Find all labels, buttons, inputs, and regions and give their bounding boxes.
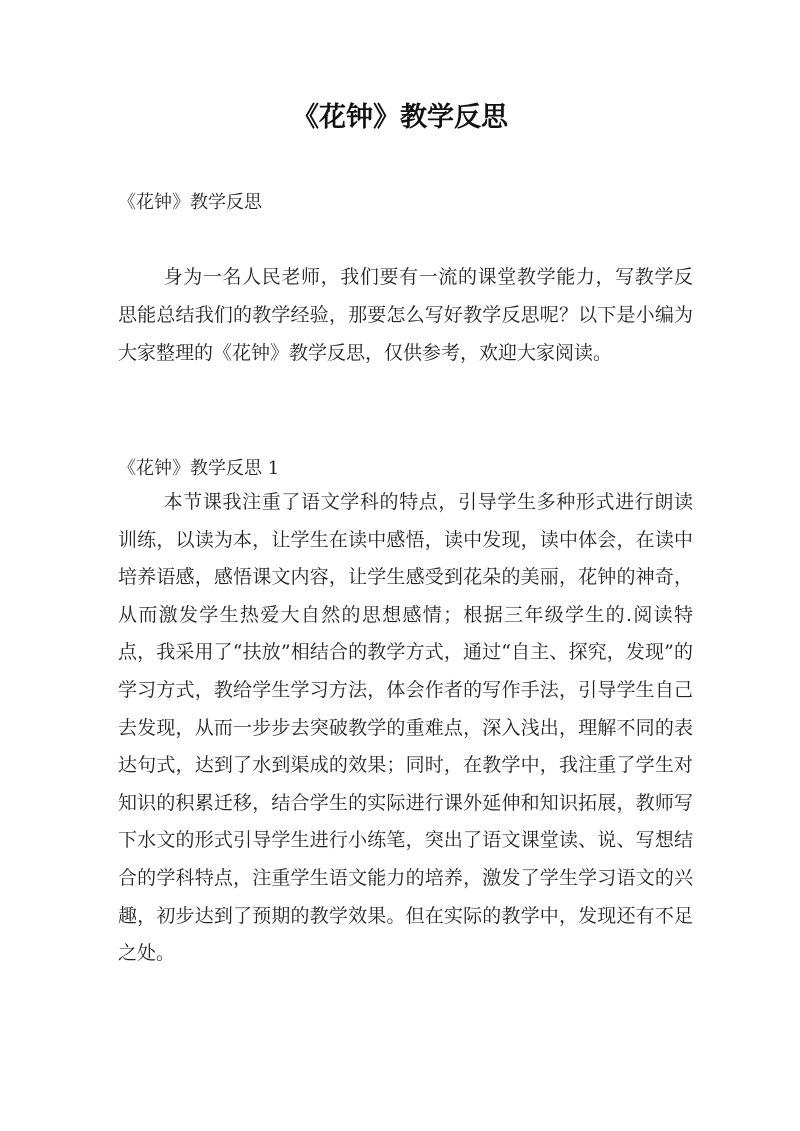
document-subtitle: 《花钟》教学反思 <box>118 192 262 213</box>
section-body-paragraph: 本节课我注重了语文学科的特点，引导学生多种形式进行朗读训练，以读为本，让学生在读中感悟，读中发现，读中体会，在读中培养语感，感悟课文内容，让学生感受到花朵的美丽，花钟的神奇，从而激发学生热爱大自然的思想感情；根据三年级学生的.阅读特点，我采用了“扶放”相结合的教学方式，通过“自主、探究，发现”的学习方式，教给学生学习方法，体会作者的写作手法，引导学生自己去发现，从而一步步去突破教学的重难点，深入浅出，理解不同的表达句式，达到了水到渠成的效果；同时，在教学中，我注重了学生对知识的积累迁移，结合学生的实际进行课外延伸和知识拓展，教师写下水文的形式引导学生进行小练笔，突出了语文课堂读、说、写想结合的学科特点，注重学生语文能力的培养，激发了学生学习语文的兴趣，初步达到了预期的教学效果。但在实际的教学中，发现还有不足之处。 <box>118 491 693 965</box>
intro-paragraph: 身为一名人民老师，我们要有一流的课堂教学能力，写教学反思能总结我们的教学经验，那要怎么写好教学反思呢？以下是小编为大家整理的《花钟》教学反思，仅供参考，欢迎大家阅读。 <box>118 266 693 364</box>
page-title: 《花钟》教学反思 <box>292 102 508 133</box>
section-heading: 《花钟》教学反思 1 <box>118 458 280 479</box>
